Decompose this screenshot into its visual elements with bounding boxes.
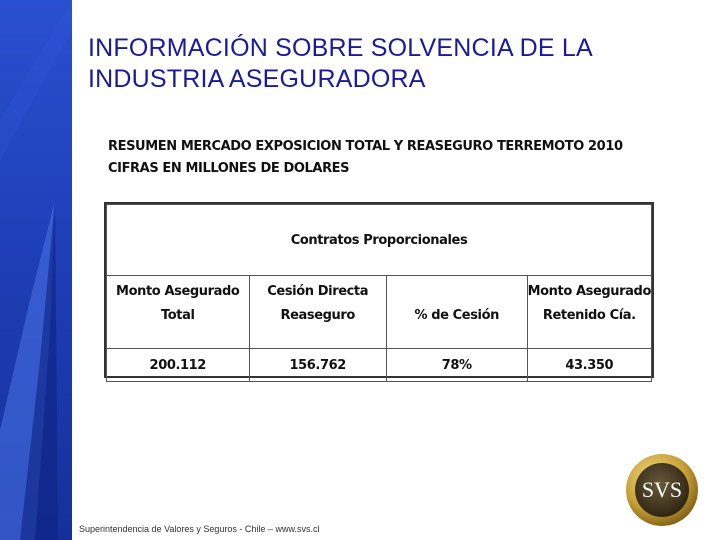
header-line <box>387 280 527 304</box>
header-porcentaje-cesion <box>386 276 527 349</box>
svs-logo <box>624 452 700 528</box>
svg-text:SVS: SVS <box>641 477 683 502</box>
title-line-1: INFORMACIÓN SOBRE SOLVENCIA DE LA <box>88 34 593 62</box>
cell-porcentaje-cesion: 78% <box>386 349 527 382</box>
sidebar-decoration <box>0 0 72 540</box>
footer-text: Superintendencia de Valores y Seguros - Chile – www.svs.cl <box>79 524 320 534</box>
header-monto-total <box>107 276 250 349</box>
header-line: Cesión Directa <box>267 284 369 299</box>
header-line: % de Cesión <box>414 308 499 323</box>
group-header: Contratos Proporcionales <box>107 205 652 276</box>
table-caption <box>108 136 668 180</box>
slide-title <box>88 33 688 95</box>
title-line-2: INDUSTRIA ASEGURADORA <box>88 65 426 93</box>
data-table <box>104 202 654 378</box>
header-monto-retenido <box>527 276 651 349</box>
header-line: Monto Asegurado <box>116 284 240 299</box>
cell-monto-retenido: 43.350 <box>527 349 651 382</box>
header-line: Reaseguro <box>280 308 355 323</box>
cell-monto-total: 200.112 <box>107 349 250 382</box>
header-cesion-directa <box>249 276 386 349</box>
header-line: Monto Asegurado <box>527 284 651 299</box>
caption-line-2: CIFRAS EN MILLONES DE DOLARES <box>108 161 350 176</box>
caption-line-1: RESUMEN MERCADO EXPOSICION TOTAL Y REASEGURO TERREMOTO 2010 <box>108 139 623 154</box>
cell-cesion-directa: 156.762 <box>249 349 386 382</box>
header-line: Total <box>161 308 195 323</box>
header-line: Retenido Cía. <box>542 308 636 323</box>
